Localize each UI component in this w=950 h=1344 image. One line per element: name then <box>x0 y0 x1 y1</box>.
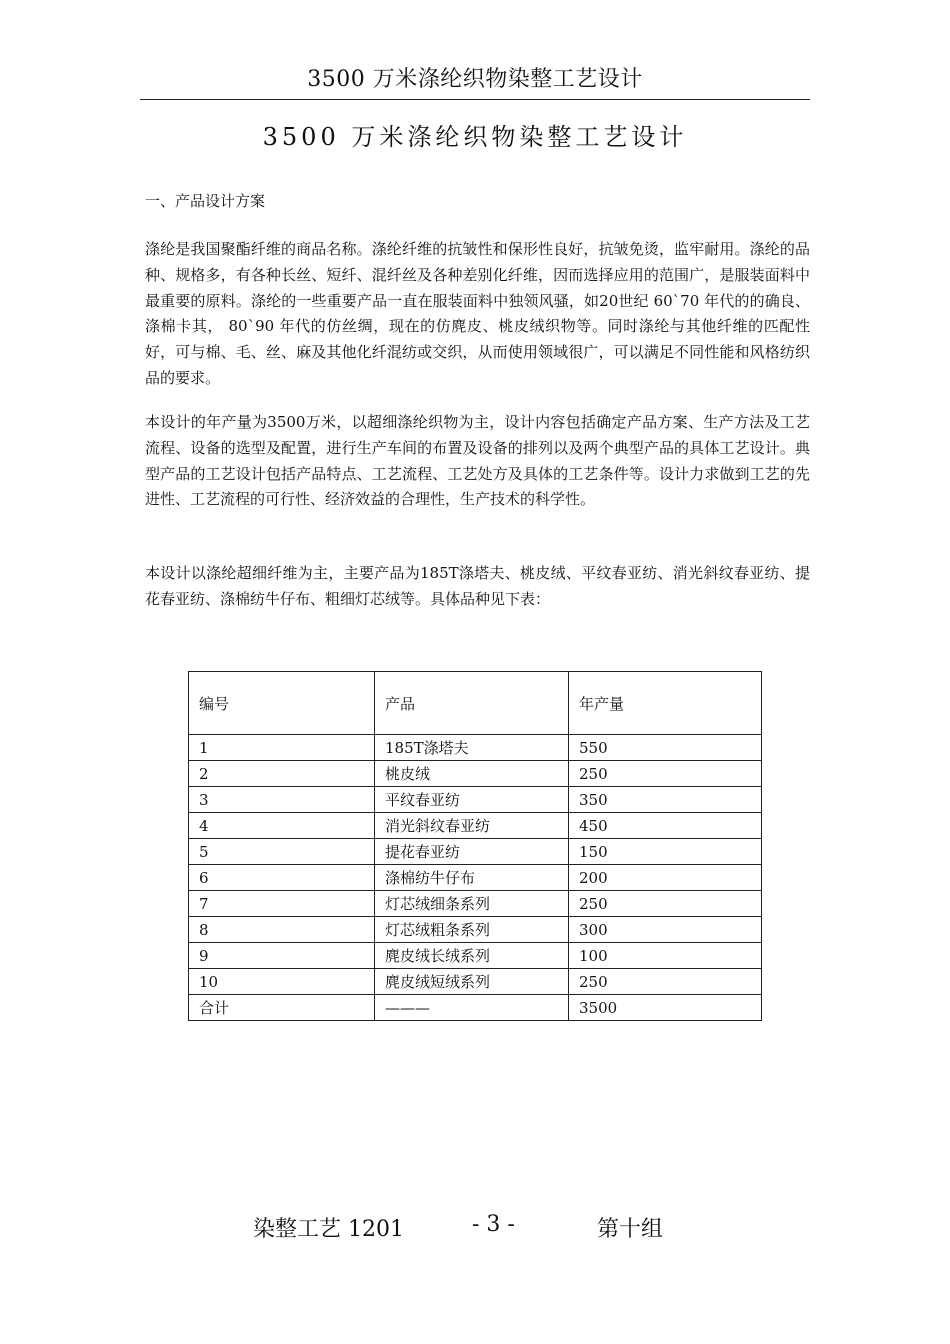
cell-output: 250 <box>569 969 762 995</box>
column-header-output: 年产量 <box>569 672 762 735</box>
cell-product: 灯芯绒细条系列 <box>375 891 569 917</box>
table-total-row <box>189 995 762 1021</box>
table-row <box>189 735 762 761</box>
cell-output: 200 <box>569 865 762 891</box>
table-row <box>189 761 762 787</box>
cell-product: 桃皮绒 <box>375 761 569 787</box>
cell-product: 平纹春亚纺 <box>375 787 569 813</box>
cell-id: 8 <box>189 917 375 943</box>
column-header-id: 编号 <box>189 672 375 735</box>
cell-total-dash: ——— <box>375 995 569 1021</box>
paragraph-products: 本设计以涤纶超细纤维为主，主要产品为185T涤塔夫、桃皮绒、平纹春亚纺、消光斜纹春亚纺、提花春亚纺、涤棉纺牛仔布、粗细灯芯绒等。具体品种见下表： <box>145 564 810 608</box>
table-row <box>189 917 762 943</box>
header-divider <box>140 99 810 100</box>
table-row <box>189 891 762 917</box>
cell-total-output: 3500 <box>569 995 762 1021</box>
cell-output: 300 <box>569 917 762 943</box>
cell-id: 4 <box>189 813 375 839</box>
cell-output: 100 <box>569 943 762 969</box>
cell-output: 450 <box>569 813 762 839</box>
table-row <box>189 943 762 969</box>
cell-product: 涤棉纺牛仔布 <box>375 865 569 891</box>
footer-page-number: - 3 - <box>472 1212 515 1237</box>
cell-product: 提花春亚纺 <box>375 839 569 865</box>
table-row <box>189 865 762 891</box>
paragraph-design-scope: 本设计的年产量为3500万米，以超细涤纶织物为主，设计内容包括确定产品方案、生产方法及工艺流程、设备的选型及配置，进行生产车间的布置及设备的排列以及两个典型产品的具体工艺设计。典型产品的工艺设计包括产品特点、工艺流程、工艺处方及具体的工艺条件等。设计力求做到工艺的先进性、工艺流程的可行性、经济效益的合理性，生产技术的科学性。 <box>145 413 810 509</box>
cell-product: 185T涤塔夫 <box>375 735 569 761</box>
cell-id: 1 <box>189 735 375 761</box>
table-row <box>189 969 762 995</box>
column-header-product: 产品 <box>375 672 569 735</box>
cell-id: 3 <box>189 787 375 813</box>
cell-id: 9 <box>189 943 375 969</box>
cell-total-label: 合计 <box>189 995 375 1021</box>
cell-id: 2 <box>189 761 375 787</box>
cell-id: 10 <box>189 969 375 995</box>
footer-class-name: 染整工艺 1201 <box>253 1217 404 1242</box>
cell-product: 消光斜纹春亚纺 <box>375 813 569 839</box>
document-title: 3500 万米涤纶织物染整工艺设计 <box>262 123 688 151</box>
table-row <box>189 813 762 839</box>
cell-id: 5 <box>189 839 375 865</box>
table-header-row <box>189 672 762 735</box>
cell-output: 250 <box>569 891 762 917</box>
table-row <box>189 839 762 865</box>
cell-output: 150 <box>569 839 762 865</box>
running-header: 3500 万米涤纶织物染整工艺设计 <box>307 67 643 92</box>
section-heading: 一、产品设计方案 <box>145 192 266 210</box>
cell-output: 550 <box>569 735 762 761</box>
paragraph-intro: 涤纶是我国聚酯纤维的商品名称。涤纶纤维的抗皱性和保形性良好，抗皱免烫，监牢耐用。涤纶的品种、规格多，有各种长丝、短纤、混纤丝及各种差别化纤维，因而选择应用的范围广，是服装面料中最重要的原料。涤纶的一些重要产品一直在服装面料中独领风骚，如20世纪 60`70 年代的的确良、涤棉卡其， 80`90 年代的仿丝绸，现在的仿麂皮、桃皮绒织物等。同时涤纶与其他纤维的匹配性好，可与棉、毛、丝、麻及其他化纤混纺或交织，从而使用领域很广，可以满足不同性能和风格纺织品的要求。 <box>145 240 810 387</box>
cell-product: 麂皮绒短绒系列 <box>375 969 569 995</box>
cell-product: 麂皮绒长绒系列 <box>375 943 569 969</box>
cell-output: 350 <box>569 787 762 813</box>
cell-id: 7 <box>189 891 375 917</box>
footer-group-name: 第十组 <box>597 1217 664 1242</box>
table-row <box>189 787 762 813</box>
product-table <box>188 671 762 1021</box>
cell-product: 灯芯绒粗条系列 <box>375 917 569 943</box>
cell-output: 250 <box>569 761 762 787</box>
cell-id: 6 <box>189 865 375 891</box>
